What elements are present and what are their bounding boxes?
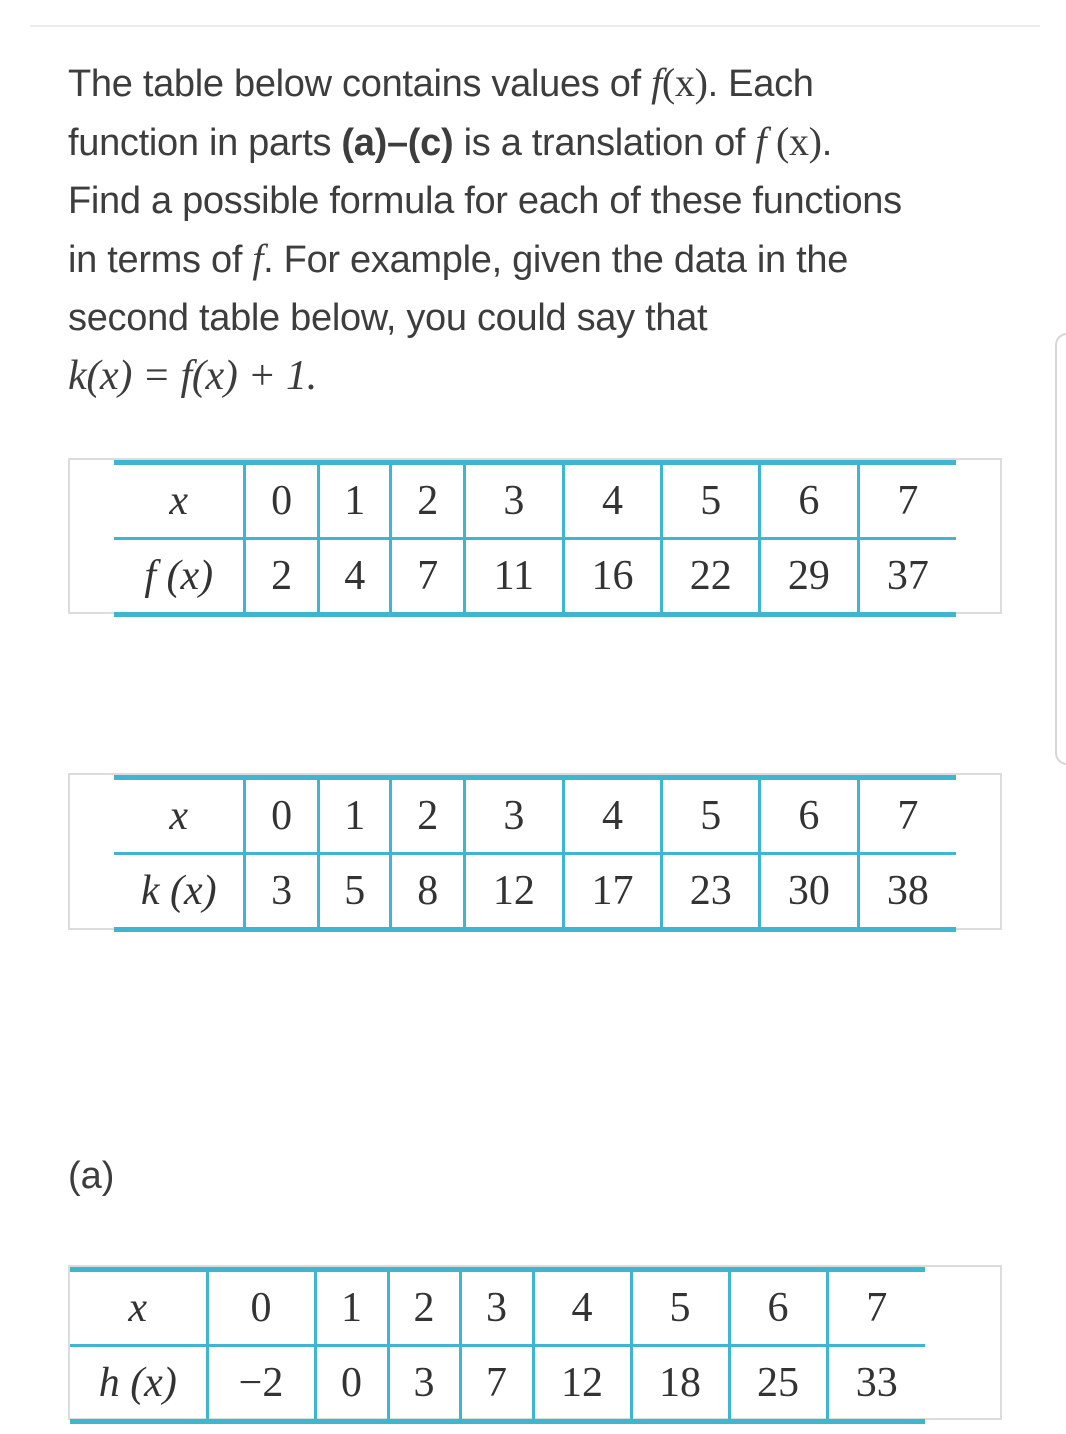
table-cell: 7 (858, 463, 956, 539)
table-cell: 33 (827, 1346, 925, 1422)
table-cell: 7 (858, 778, 956, 854)
table-cell: 0 (315, 1346, 388, 1422)
table-cell: 3 (245, 854, 319, 930)
table-row (114, 539, 956, 615)
prompt-line-2: function in parts (a)–(c) is a translation of f (x). (68, 119, 832, 164)
table-cell: 11 (464, 539, 563, 615)
table-cell: 16 (563, 539, 662, 615)
table-h (70, 1267, 925, 1424)
example-formula: k(x) = f(x) + 1. (68, 353, 317, 399)
table-cell: 8 (391, 854, 465, 930)
h-label: h (x) (70, 1346, 207, 1422)
table-cell: 38 (858, 854, 956, 930)
table-cell: 3 (388, 1346, 460, 1422)
table-row (114, 463, 956, 539)
table-cell: 3 (460, 1270, 533, 1346)
table-cell: 7 (460, 1346, 533, 1422)
table-cell: 6 (760, 778, 859, 854)
table-cell: 5 (662, 463, 760, 539)
table-cell: 23 (662, 854, 760, 930)
prompt-line-4: in terms of f. For example, given the data in the (68, 236, 849, 281)
table-cell: 4 (563, 463, 662, 539)
f-label: f (x) (114, 539, 245, 615)
table-cell: 22 (662, 539, 760, 615)
table-f (114, 460, 956, 617)
table-cell: 18 (631, 1346, 729, 1422)
table-row (114, 778, 956, 854)
table-cell: 2 (245, 539, 319, 615)
table-cell: 25 (729, 1346, 827, 1422)
table-cell: 0 (245, 463, 319, 539)
table-k (114, 775, 956, 932)
table-cell: 3 (464, 463, 563, 539)
table-cell: 4 (318, 539, 391, 615)
table-cell: 1 (318, 778, 391, 854)
table-cell: 6 (729, 1270, 827, 1346)
prompt-line-3: Find a possible formula for each of these functions (68, 180, 902, 222)
table-cell: 5 (662, 778, 760, 854)
table-row (114, 854, 956, 930)
table-cell: 2 (391, 463, 465, 539)
table-cell: 30 (760, 854, 859, 930)
top-divider (30, 25, 1040, 27)
table-cell: 17 (563, 854, 662, 930)
table-cell: 6 (760, 463, 859, 539)
x-label: x (114, 463, 245, 539)
x-label: x (114, 778, 245, 854)
table-cell: 7 (827, 1270, 925, 1346)
table-cell: 0 (245, 778, 319, 854)
table-cell: 12 (533, 1346, 631, 1422)
table-cell: 2 (391, 778, 465, 854)
table-row (70, 1346, 925, 1422)
table-cell: 29 (760, 539, 859, 615)
table-cell: 4 (563, 778, 662, 854)
table-cell: 12 (464, 854, 563, 930)
table-cell: 3 (464, 778, 563, 854)
prompt-line-1: The table below contains values of f(x). Each (68, 60, 814, 105)
table-cell: 7 (391, 539, 465, 615)
table-cell: −2 (207, 1346, 315, 1422)
problem-prompt (68, 54, 1028, 405)
k-label: k (x) (114, 854, 245, 930)
scroll-handle[interactable] (1055, 333, 1066, 765)
table-cell: 5 (631, 1270, 729, 1346)
table-cell: 2 (388, 1270, 460, 1346)
table-cell: 0 (207, 1270, 315, 1346)
table-cell: 5 (318, 854, 391, 930)
table-cell: 37 (858, 539, 956, 615)
table-cell: 1 (318, 463, 391, 539)
table-row (70, 1270, 925, 1346)
table-cell: 1 (315, 1270, 388, 1346)
part-a-label: (a) (68, 1155, 115, 1197)
table-cell: 4 (533, 1270, 631, 1346)
x-label: x (70, 1270, 207, 1346)
prompt-line-5: second table below, you could say that (68, 297, 708, 339)
